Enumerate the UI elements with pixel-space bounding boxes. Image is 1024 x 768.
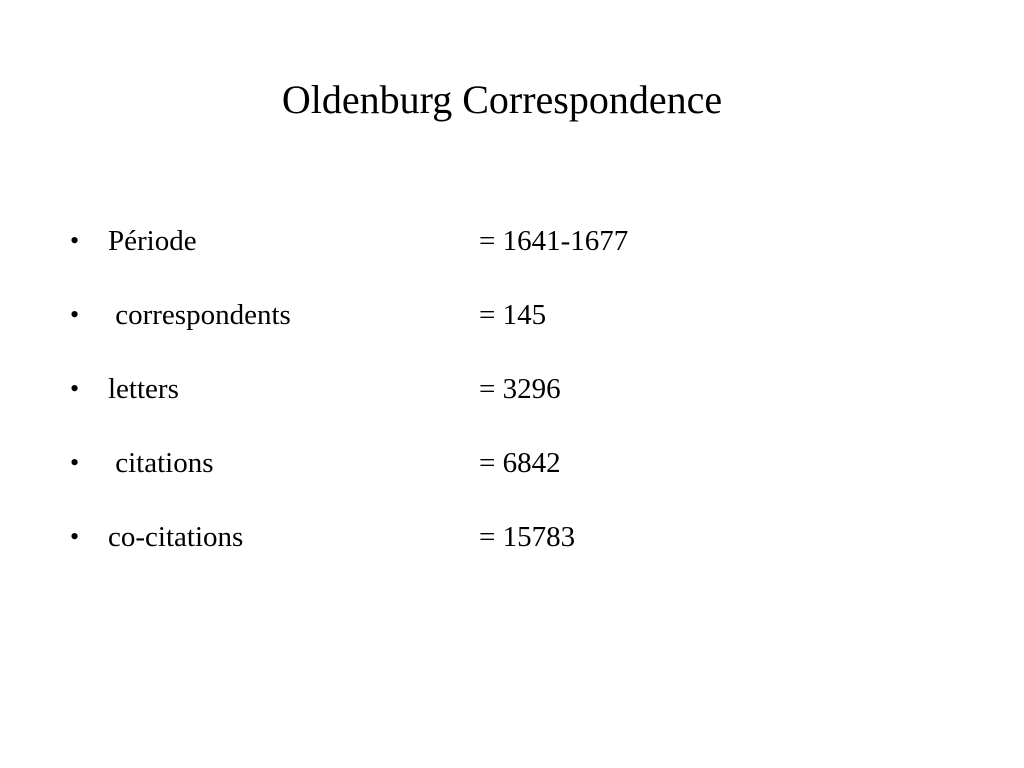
bullet-list (70, 222, 970, 592)
bullet-item-citations (70, 444, 970, 518)
bullet-value: = 3296 (479, 373, 561, 405)
bullet-icon: • (70, 522, 80, 551)
bullet-value: = 15783 (479, 521, 576, 553)
bullet-icon: • (70, 300, 80, 329)
bullet-item-correspondents (70, 296, 970, 370)
bullet-item-period (70, 222, 970, 296)
bullet-item-co-citations (70, 518, 970, 592)
bullet-value: = 1641-1677 (479, 225, 629, 257)
bullet-icon: • (70, 374, 80, 403)
bullet-value: = 145 (479, 299, 547, 331)
bullet-label: co-citations (108, 521, 244, 553)
bullet-label: Période (108, 225, 197, 257)
bullet-icon: • (70, 448, 80, 477)
bullet-label: citations (108, 447, 214, 479)
bullet-label: letters (108, 373, 179, 405)
slide-title: Oldenburg Correspondence (281, 77, 723, 122)
bullet-value: = 6842 (479, 447, 561, 479)
bullet-item-letters (70, 370, 970, 444)
bullet-label: correspondents (108, 299, 291, 331)
bullet-icon: • (70, 226, 80, 255)
